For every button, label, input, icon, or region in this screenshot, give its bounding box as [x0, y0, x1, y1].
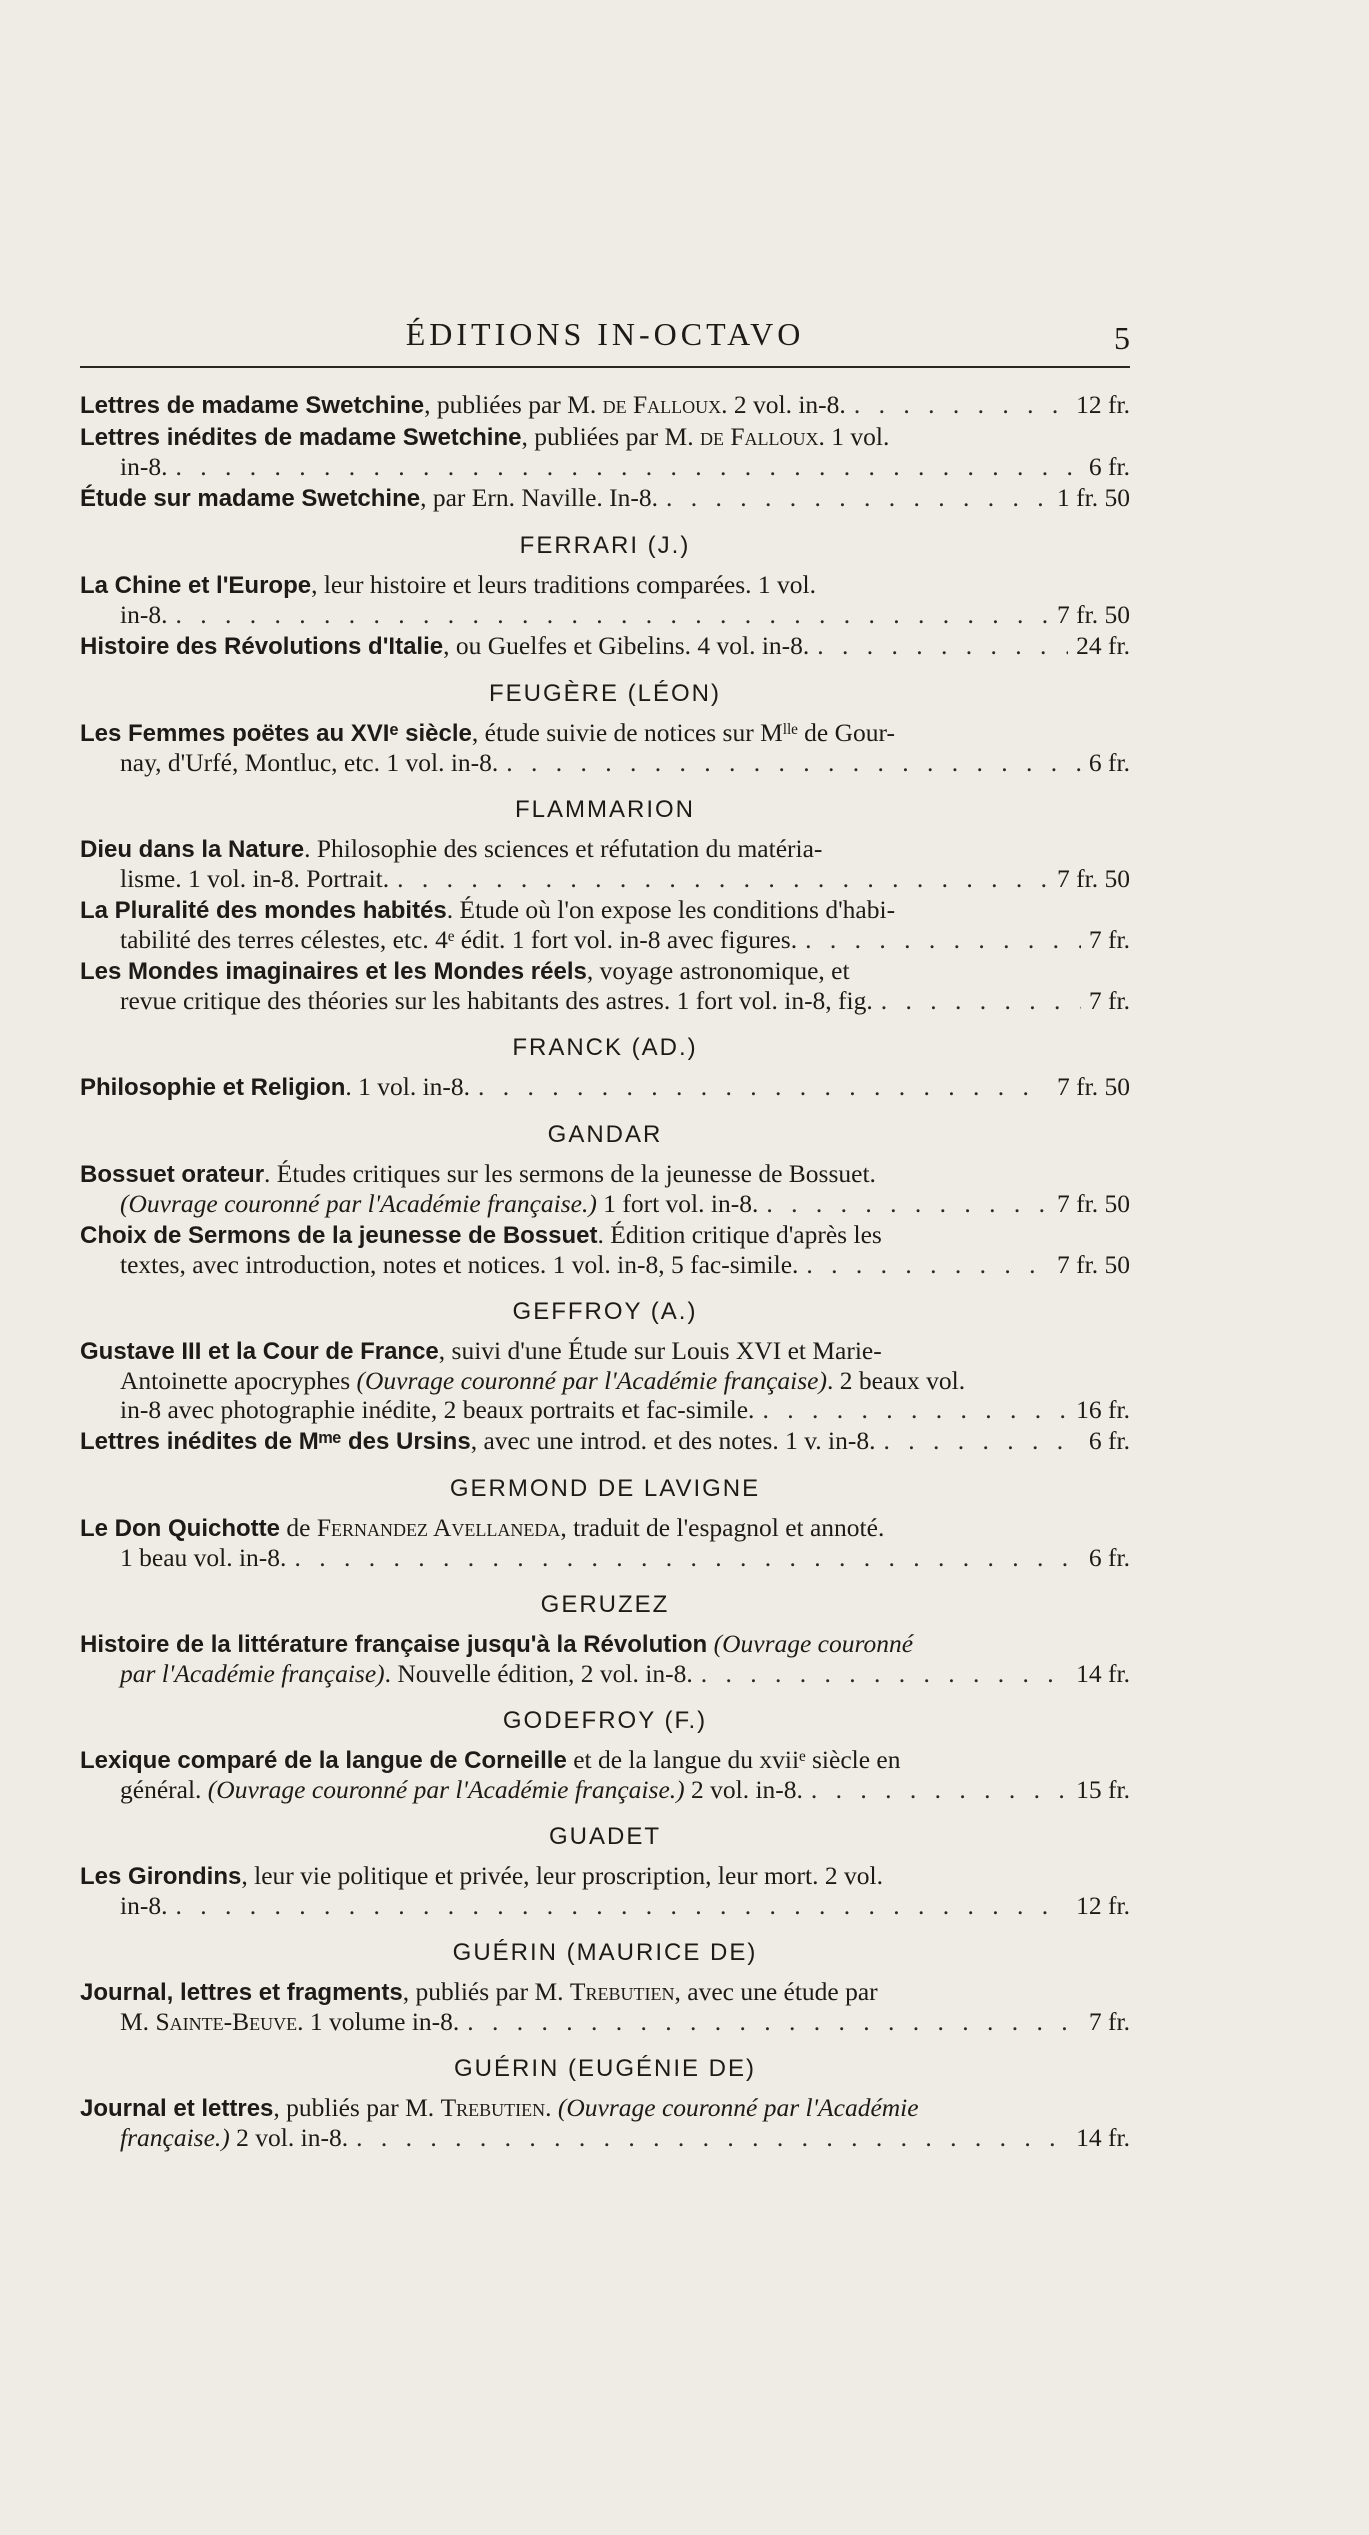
catalog-entry — [80, 1977, 1130, 2036]
entry-title: Histoire de la littérature française jusqu'à la Révolution — [80, 1631, 708, 1658]
entry-line: La Chine et l'Europe, leur histoire et leurs traditions comparées. 1 vol. — [80, 570, 816, 599]
entry-line: Dieu dans la Nature. Philosophie des sciences et réfutation du matéria- — [80, 834, 823, 863]
entry-line: revue critique des théories sur les habitants des astres. 1 fort vol. in-8, fig. . . . 7 fr. — [80, 986, 1130, 1015]
catalog-entry — [80, 2093, 1130, 2152]
entry-line: tabilité des terres célestes, etc. 4ᵉ édit. 1 fort vol. in-8 avec figures. . . . 7 fr. — [80, 925, 1130, 954]
entry-price: 7 fr. — [1088, 2007, 1130, 2036]
entry-line: Choix de Sermons de la jeunesse de Bossuet. Édition critique d'après les — [80, 1220, 882, 1249]
entry-price: 6 fr. — [1088, 1543, 1130, 1572]
entry-line: Histoire des Révolutions d'Italie, ou Guelfes et Gibelins. 4 vol. in-8. . . . 24 fr. — [80, 631, 1130, 661]
leader-dots — [467, 2007, 1081, 2036]
entry-line: Histoire de la littérature française jusqu'à la Révolution (Ouvrage couronné — [80, 1629, 914, 1658]
entry-line: Les Mondes imaginaires et les Mondes réels, voyage astronomique, et — [80, 956, 850, 985]
entry-line: La Pluralité des mondes habités. Étude où l'on expose les conditions d'habi- — [80, 895, 896, 924]
entry-line: 1 beau vol. in-8. . . . 6 fr. — [80, 1543, 1130, 1572]
entry-title: Les Girondins — [80, 1863, 242, 1890]
entry-title: Étude sur madame Swetchine — [80, 485, 421, 512]
catalog-entry — [80, 1513, 1130, 1572]
running-head — [80, 316, 1130, 366]
catalog-entry — [80, 895, 1130, 954]
entry-title: La Pluralité des mondes habités — [80, 897, 447, 924]
author-heading: GERMOND DE LAVIGNE — [449, 1475, 761, 1502]
entry-title: Les Femmes poëtes au XVIᵉ siècle — [80, 720, 472, 747]
entry-line: Gustave III et la Cour de France, suivi d'une Étude sur Louis XVI et Marie- — [80, 1336, 882, 1365]
entry-price: 7 fr. 50 — [1057, 1250, 1130, 1279]
leader-dots — [766, 1189, 1049, 1218]
catalog-entry — [80, 422, 1130, 481]
author-heading: GANDAR — [547, 1121, 663, 1148]
leader-dots — [884, 1426, 1081, 1455]
catalog-entry — [80, 1426, 1130, 1456]
entry-price: 7 fr. 50 — [1057, 1072, 1130, 1101]
entry-line: textes, avec introduction, notes et notices. 1 vol. in-8, 5 fac-simile. . . . 7 fr. 50 — [80, 1250, 1130, 1279]
entry-price: 12 fr. — [1076, 390, 1130, 419]
catalog-entry — [80, 390, 1130, 420]
leader-dots — [701, 1659, 1068, 1688]
leader-dots — [854, 390, 1068, 419]
entry-line: lisme. 1 vol. in-8. Portrait. . . . 7 fr. 50 — [80, 864, 1130, 893]
catalog-entry — [80, 1159, 1130, 1218]
entry-line: in-8. . . . 6 fr. — [80, 452, 1130, 481]
entry-title: Lexique comparé de la langue de Corneille — [80, 1747, 567, 1774]
entry-price: 14 fr. — [1076, 2123, 1130, 2152]
entry-price: 7 fr. — [1088, 986, 1130, 1015]
catalog-entry — [80, 631, 1130, 661]
entry-price: 6 fr. — [1088, 452, 1130, 481]
leader-dots — [805, 925, 1081, 954]
entry-line: M. Sainte-Beuve. 1 volume in-8. . . . 7 fr. — [80, 2007, 1130, 2036]
entry-title: La Chine et l'Europe — [80, 572, 312, 599]
entry-price: 7 fr. — [1088, 925, 1130, 954]
entry-title: Lettres inédites de Mᵐᵉ des Ursins — [80, 1428, 471, 1455]
leader-dots — [881, 986, 1081, 1015]
leader-dots — [811, 1775, 1068, 1804]
entry-line: par l'Académie française). Nouvelle édition, 2 vol. in-8. . . . 14 fr. — [80, 1659, 1130, 1688]
entry-price: 14 fr. — [1076, 1659, 1130, 1688]
catalog-entry — [80, 956, 1130, 1015]
entry-title: Journal et lettres — [80, 2095, 274, 2122]
entry-title: Journal, lettres et fragments — [80, 1979, 403, 2006]
leader-dots — [175, 600, 1049, 629]
entry-title: Gustave III et la Cour de France — [80, 1338, 439, 1365]
entry-price: 1 fr. 50 — [1057, 483, 1130, 512]
catalog-entry — [80, 1629, 1130, 1688]
entry-line: française.) 2 vol. in-8. . . . 14 fr. — [80, 2123, 1130, 2152]
entry-title: Histoire des Révolutions d'Italie — [80, 633, 444, 660]
author-heading: GEFFROY (A.) — [512, 1298, 698, 1325]
entry-price: 24 fr. — [1076, 631, 1130, 660]
header-rule — [80, 366, 1130, 368]
entry-line: in-8. . . . 7 fr. 50 — [80, 600, 1130, 629]
entry-title: Philosophie et Religion — [80, 1074, 346, 1101]
entry-line: in-8 avec photographie inédite, 2 beaux portraits et fac-simile. . . . 16 fr. — [80, 1395, 1130, 1424]
author-heading: GUADET — [548, 1823, 661, 1850]
author-heading: GUÉRIN (EUGÉNIE DE) — [453, 2055, 757, 2082]
entry-line: Bossuet orateur. Études critiques sur les sermons de la jeunesse de Bossuet. — [80, 1159, 876, 1188]
entry-line: in-8. . . . 12 fr. — [80, 1891, 1130, 1920]
entry-title: Dieu dans la Nature — [80, 836, 305, 863]
catalog-entry — [80, 570, 1130, 629]
entry-title: Choix de Sermons de la jeunesse de Bossuet — [80, 1222, 598, 1249]
entry-line: Lexique comparé de la langue de Corneille et de la langue du xviiᵉ siècle en — [80, 1745, 901, 1774]
entry-price: 7 fr. 50 — [1057, 864, 1130, 893]
entry-line: (Ouvrage couronné par l'Académie française.) 1 fort vol. in-8. . . . 7 fr. 50 — [80, 1189, 1130, 1218]
catalog-entry — [80, 483, 1130, 513]
leader-dots — [294, 1543, 1080, 1572]
author-heading: FEUGÈRE (LÉON) — [488, 680, 722, 707]
author-heading: FLAMMARION — [514, 796, 695, 823]
entry-price: 6 fr. — [1088, 1426, 1130, 1455]
entry-title: Le Don Quichotte — [80, 1515, 280, 1542]
author-heading: GERUZEZ — [540, 1591, 670, 1618]
author-heading: FRANCK (AD.) — [512, 1034, 698, 1061]
leader-dots — [806, 1250, 1049, 1279]
catalog-entry — [80, 834, 1130, 893]
author-heading: GODEFROY (F.) — [502, 1707, 708, 1734]
entry-line: Lettres inédites de Mᵐᵉ des Ursins, avec une introd. et des notes. 1 v. in-8. . . . 6 fr. — [80, 1426, 1130, 1456]
leader-dots — [817, 631, 1068, 660]
catalog-entry — [80, 1220, 1130, 1279]
catalog-entry — [80, 1861, 1130, 1920]
entry-price: 12 fr. — [1076, 1891, 1130, 1920]
author-heading: FERRARI (J.) — [519, 532, 691, 559]
entry-line: général. (Ouvrage couronné par l'Académie française.) 2 vol. in-8. . . . 15 fr. — [80, 1775, 1130, 1804]
catalog-content — [80, 390, 1130, 2154]
leader-dots — [478, 1072, 1049, 1101]
leader-dots — [506, 748, 1081, 777]
entry-line: Le Don Quichotte de Fernandez Avellaneda, traduit de l'espagnol et annoté. — [80, 1513, 885, 1542]
entry-title: Bossuet orateur — [80, 1161, 265, 1188]
catalog-entry — [80, 1745, 1130, 1804]
entry-line: nay, d'Urfé, Montluc, etc. 1 vol. in-8. . . . 6 fr. — [80, 748, 1130, 777]
catalog-entry — [80, 1072, 1130, 1102]
leader-dots — [397, 864, 1049, 893]
entry-line: Les Girondins, leur vie politique et privée, leur proscription, leur mort. 2 vol. — [80, 1861, 883, 1890]
entry-price: 6 fr. — [1088, 748, 1130, 777]
entry-title: Lettres de madame Swetchine — [80, 392, 425, 419]
entry-line: Journal, lettres et fragments, publiés par M. Trebutien, avec une étude par — [80, 1977, 878, 2006]
entry-price: 15 fr. — [1076, 1775, 1130, 1804]
entry-price: 7 fr. 50 — [1057, 1189, 1130, 1218]
entry-line: Journal et lettres, publiés par M. Trebutien. (Ouvrage couronné par l'Académie — [80, 2093, 919, 2122]
entry-line: Étude sur madame Swetchine, par Ern. Naville. In-8. . . . 1 fr. 50 — [80, 483, 1130, 513]
leader-dots — [762, 1395, 1068, 1424]
page-number: 5 — [1114, 320, 1130, 356]
entry-line: Antoinette apocryphes (Ouvrage couronné par l'Académie française). 2 beaux vol. — [120, 1366, 966, 1395]
entry-title: Les Mondes imaginaires et les Mondes réels — [80, 958, 587, 985]
entry-title: Lettres inédites de madame Swetchine — [80, 424, 522, 451]
entry-line: Philosophie et Religion. 1 vol. in-8. . . . 7 fr. 50 — [80, 1072, 1130, 1102]
entry-line: Les Femmes poëtes au XVIᵉ siècle, étude suivie de notices sur Mˡˡᵉ de Gour- — [80, 718, 895, 747]
entry-price: 16 fr. — [1076, 1395, 1130, 1424]
leader-dots — [356, 2123, 1068, 2152]
catalog-entry — [80, 1336, 1130, 1424]
leader-dots — [175, 452, 1080, 481]
page-title: ÉDITIONS IN-OCTAVO — [405, 316, 805, 352]
leader-dots — [175, 1891, 1068, 1920]
entry-line: Lettres inédites de madame Swetchine, publiées par M. de Falloux. 1 vol. — [80, 422, 890, 451]
catalog-entry — [80, 718, 1130, 777]
entry-line: Lettres de madame Swetchine, publiées par M. de Falloux. 2 vol. in-8. . . . 12 fr. — [80, 390, 1130, 420]
entry-price: 7 fr. 50 — [1057, 600, 1130, 629]
author-heading: GUÉRIN (MAURICE DE) — [452, 1939, 758, 1966]
leader-dots — [666, 483, 1049, 512]
